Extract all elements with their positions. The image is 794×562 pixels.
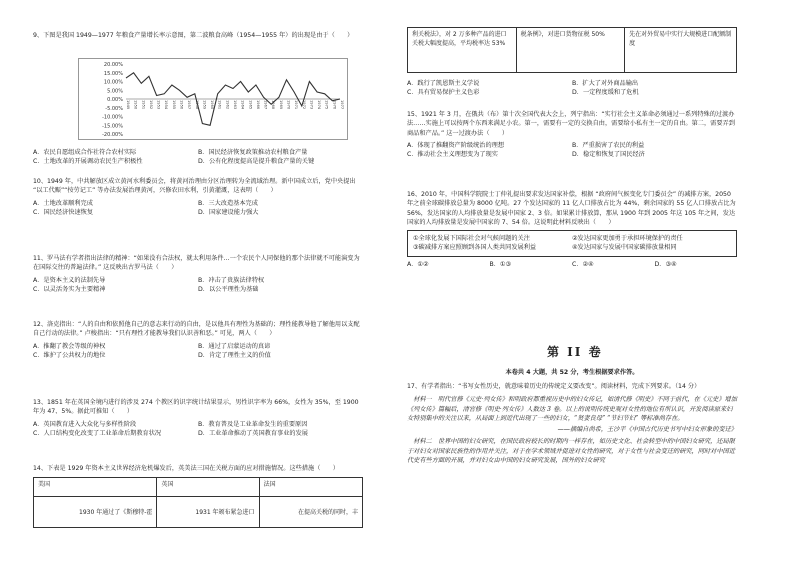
statement-1: ①全球化发展下国际社会对气候问题的关注 [413,235,530,243]
question-10 [33,177,363,217]
x-tick-label: 1967 [263,100,268,110]
x-tick-label: 1954 [164,100,169,110]
q14-option-b[interactable]: B．扩大了对外商品输出 [572,80,639,87]
x-tick-label: 1965 [248,100,253,110]
section-title: 第 II 卷 [547,345,603,359]
q13-option-d[interactable]: D．工业革命推动了英国教育事业的发展 [198,429,308,437]
material-1: 材料一 明代官修《元史·列女传》和明政府都重视历史中的妇女传记，如清代修《明史》不同于前代，在《元史》增加《列女传》篇幅后，清官修《明史·列女传》人数达 3 卷。以上的说明传统史观对女性的地位有所认识，开发阅读原来妇女特别集中的关注以来，从局面上到近代出现了一些的妇女，“贤妻良母” “节妇节妇” 等标准尚存在。 [407,396,737,422]
x-tick-label: 1958 [194,100,199,110]
q9-option-c[interactable]: C．土地改革的开展调动农民生产积极性 [33,158,143,166]
x-tick-label: 1977 [340,100,344,110]
q9-option-d[interactable]: D．公有化程度提高是提升粮食产量的关键 [198,158,315,166]
q15-option-c[interactable]: C．推动社会主义理想变为了现实 [407,151,498,159]
x-tick-label: 1959 [202,100,207,110]
question-11 [33,254,363,294]
y-tick-label: 0.00% [107,97,123,103]
q14-option-a[interactable]: A．践行了凯恩斯主义学说 [407,80,480,87]
table-header-cell: 美国 [34,478,157,497]
x-tick-label: 1975 [324,100,329,110]
growth-rate-line-chart [78,58,348,140]
x-tick-label: 1955 [171,100,176,110]
question-11-stem: 11、罗马法有学者指出法律的精神：“如果没有合法权，就太利用条件…一个农民个人同保他的那个法律就不可能演变为在国际交往的普遍法律。” 这反映出古罗马法（ ） [33,255,360,272]
x-tick-label: 1971 [294,100,299,110]
q10-option-a[interactable]: A．土地改革顺利完成 [33,199,93,207]
question-9 [33,31,363,40]
question-15-stem: 15、1921 年 3 月，在俄共（布）第十次全国代表大会上，列宁指出：“实行社会主义革命必须通过一系列特殊的过渡办法……实施上可以按两个东西来满足小农。第一，需要有一定的交换自由，需要给小私有主一定的自由。第二，需要弄到商品和产品。” 这一过渡办法（ ） [407,111,735,137]
x-tick-label: 1966 [255,100,260,110]
y-tick-label: 10.00% [103,79,123,86]
q16-option-b[interactable]: B．①③ [489,260,512,268]
table-cell: 先在对外贸易中实行大规模进口配额制度 [625,28,737,73]
q12-option-b[interactable]: B．通过了启蒙运动的真谛 [198,342,271,350]
q16-option-d[interactable]: D．③④ [654,260,677,268]
q15-option-a[interactable]: A．体现了推翻资产阶级统治的理想 [407,141,505,149]
q12-option-c[interactable]: C．维护了公共权力的地位 [33,351,106,359]
question-15 [407,110,737,159]
tariff-table-part-1 [33,477,363,528]
y-tick-label: -10.00% [102,114,123,121]
x-tick-label: 1970 [286,100,291,110]
q11-option-a[interactable]: A．是资本主义的法制先导 [33,276,106,284]
q13-option-b[interactable]: B．教育普及是工业革命发生的重要原因 [198,420,308,428]
x-tick-label: 1961 [217,100,222,110]
y-tick-label: -15.00% [102,123,123,130]
q12-option-a[interactable]: A．推翻了教会等级的神权 [33,342,106,350]
q13-option-a[interactable]: A．英国教育进入大众化与多样性阶段 [33,420,137,428]
q12-option-d[interactable]: D．肯定了理性主义的价值 [198,351,271,359]
question-17 [407,382,737,465]
x-tick-label: 1962 [225,100,230,110]
table-row [408,28,737,73]
question-16 [407,190,737,269]
question-16-stem: 16、2010 年，中国科学院院士丁仲礼提出要求发达国家补偿，根据 “政府间气候变化专门委员会” 的减排方案，2050 年之前全球碳排放总量为 8000 亿吨。27 个发达国家的 11 亿人口排放占比为 44%，剩余国家的 55 亿人口排放占比为 56%，发达国家的人均排放量是发展中国家 2、3 倍。如果累计排放算，那从 1900 年到 2005 年这 105 年之间，发达国家的人均排放量是发展中国家的 7、54 倍。这说明此材料反映出（ ） [407,191,736,226]
x-tick-label: 1968 [271,100,276,110]
question-9-options [33,148,363,167]
q15-option-d[interactable]: D．稳定和恢复了国民经济 [572,151,645,159]
table-cell: 在提高关税的同时，丰 [259,497,362,528]
x-tick-label: 1963 [233,100,237,110]
material-1-source: ——摘编自尚希，王沙平《中国古代历史书写中妇女形象的变迁》 [557,426,737,434]
section-subtitle: 本卷共 4 大题，共 52 分，考生根据要求作答。 [505,369,639,376]
q10-option-c[interactable]: C．国民经济快速恢复 [33,208,94,216]
question-9-stem: 9、下图是我国 1949—1977 年粮食产量增长率示意图，第二波粮食高峰（1954—1955 年）的出现是由于（ ） [33,32,354,39]
y-tick-label: -5.00% [105,105,123,112]
y-tick-label: 5.00% [107,88,123,95]
question-14-continued [407,27,737,98]
x-tick-label: 1953 [156,100,161,110]
q13-option-c[interactable]: C．人口结构变化改变了工业革命后期教育状况 [33,429,162,437]
x-tick-label: 1960 [210,100,215,110]
q16-option-c[interactable]: C．②④ [572,260,594,268]
x-tick-label: 1972 [301,100,306,110]
question-13-stem: 13、1851 年在英国全境内进行的涉及 274 个教区的识字统计结果显示，男性识字率为 66%，女性为 35%，至 1900 年为 47、5%。据此可推知（ ） [33,399,359,416]
x-tick-label: 1969 [278,100,283,110]
table-header-row [34,478,363,497]
q16-option-a[interactable]: A．①② [407,260,429,268]
x-tick-label: 1957 [187,100,192,110]
y-tick-label: 20.00% [103,62,123,68]
question-17-stem: 17、有学者指出：“书写女性历史，就意味着历史的传统定义要改变”。阅读材料，完成下列要求。（14 分） [407,383,701,390]
x-tick-label: 1976 [332,100,337,110]
q10-option-d[interactable]: D．国家建设能力强大 [198,208,259,216]
q14-option-d[interactable]: D．一定程度缓和了危机 [572,89,639,97]
question-13 [33,398,363,438]
q9-option-b[interactable]: B．国民经济恢复政策推动农村粮食产量 [198,149,308,156]
x-tick-label: 1951 [141,100,146,110]
q11-option-c[interactable]: C．以灵活务实为主要精神 [33,285,106,293]
question-14 [33,464,363,528]
material-2: 材料二 世界中国的妇女研究，在国民政府较长的时期内一样存在，如历史文化、社会转型中的中国妇女研究，还局限于对妇女对国家民族性的作用并关注，对于在学术领域并促进对女性的研究，对于女性与社会变迁的研究，同时对中国近代史有些方面的开展，并对妇女由中国的妇女研究发展，国外的妇女研究 [407,438,735,465]
q9-option-a[interactable]: A．农民自愿组成合作社符合农村实际 [33,149,137,156]
q15-option-b[interactable]: B．严重损害了农民的利益 [572,141,645,149]
table-header-cell: 法国 [259,478,362,497]
x-tick-label: 1956 [179,100,184,110]
question-14-stem: 14、下表是 1929 年资本主义世界经济危机爆发后，英美法三国在关税方面的应对措施情况。这些措施（ ） [33,465,339,472]
y-tick-label: -20.00% [102,132,123,138]
statement-box [407,230,737,257]
table-header-cell: 英国 [157,478,259,497]
y-tick-label: 15.00% [103,70,123,77]
statement-4: ④发达国家与发展中国家碳排放量相同 [572,244,677,252]
statement-2: ②发达国家更加勇于承担环境保护的责任 [572,235,683,243]
table-cell: 利关税法》，对 2 万多种产品的进口关税大幅度提高，平均税率达 53% [408,28,517,73]
question-12-stem: 12、洛克指出：“人的自由和依照他自己的意志来行动的自由，是以他具有理性为基础的；理性能教导他了解他用以支配自己行动的法律。” 卢梭指出：“只有理性才能教导我们认识善和恶。” 可见，两人（ ） [33,321,360,338]
x-tick-label: 1949 [126,100,130,110]
x-tick-label: 1974 [317,100,322,110]
question-12 [33,320,363,360]
statement-3: ③碳减排方案应照顾到各国人类共同发展利益 [413,244,537,252]
table-row [34,497,363,528]
table-cell: 1931 年颁布紧急进口 [157,497,259,528]
q10-option-b[interactable]: B．三大改造基本完成 [198,199,258,207]
x-tick-label: 1964 [240,100,245,110]
table-cell: 税条例》，对进口货物征税 50% [516,28,625,73]
x-tick-label: 1950 [133,100,138,110]
q11-option-d[interactable]: D．以公平理性为基础 [198,285,259,293]
tariff-table-part-2 [407,27,737,73]
x-tick-label: 1952 [148,100,153,110]
table-cell: 1930 年通过了《斯穆特-霍 [34,497,157,528]
q11-option-b[interactable]: B．冲击了贵族法律特权 [198,276,265,284]
question-10-stem: 10、1949 年，中共解放区成立黄河水利委员会，将黄河治理由分区治理转为全流域治理。新中国成立后，党中央提出 “以工代赈”“按劳记工” 等办法发展治理黄河，兴修农田水利，引黄灌溉，这表明（ ） [33,178,356,195]
q14-option-c[interactable]: C．具有贸易保护主义色彩 [407,89,480,97]
x-tick-label: 1973 [309,100,314,110]
